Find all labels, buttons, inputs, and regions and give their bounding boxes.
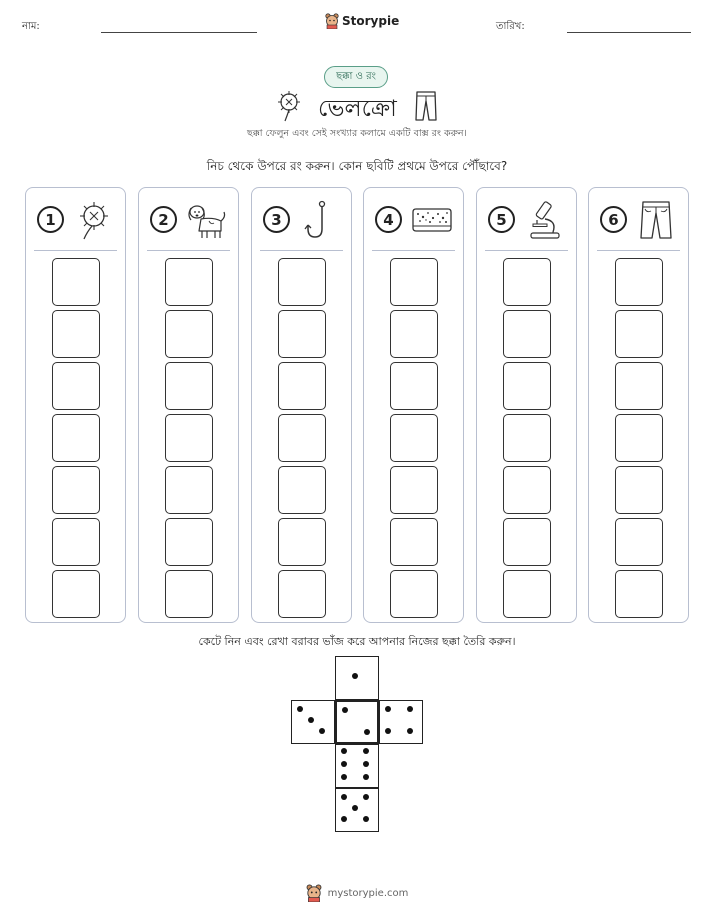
color-box[interactable] [390, 518, 438, 566]
column-6 [588, 187, 689, 623]
color-box[interactable] [52, 414, 100, 462]
column-divider [485, 250, 568, 251]
dice-pip [364, 729, 370, 735]
color-box[interactable] [278, 570, 326, 618]
burr-icon [72, 199, 114, 241]
color-box[interactable] [390, 414, 438, 462]
sponge-icon [410, 199, 452, 241]
color-box[interactable] [52, 518, 100, 566]
color-box[interactable] [165, 466, 213, 514]
color-box[interactable] [503, 466, 551, 514]
color-box[interactable] [52, 362, 100, 410]
color-box[interactable] [503, 518, 551, 566]
dice-pip [385, 706, 391, 712]
color-box[interactable] [52, 466, 100, 514]
brand-logo [325, 13, 399, 29]
color-box[interactable] [615, 466, 663, 514]
color-box[interactable] [503, 258, 551, 306]
color-box[interactable] [278, 466, 326, 514]
dice-pip [363, 774, 369, 780]
brand-name: Storypie [342, 14, 400, 28]
color-box[interactable] [615, 362, 663, 410]
dice-pip [341, 794, 347, 800]
instruction: নিচ থেকে উপরে রং করুন। কোন ছবিটি প্রথমে উপরে পৌঁছাবে? [206, 159, 508, 173]
title-row [0, 88, 714, 122]
column-3 [251, 187, 352, 623]
color-box[interactable] [278, 414, 326, 462]
column-number: 5 [488, 206, 515, 233]
dice-face-1 [335, 656, 379, 700]
column-1 [25, 187, 126, 623]
column-number: 2 [150, 206, 177, 233]
cut-instruction: কেটে নিন এবং রেখা বরাবর ভাঁজ করে আপনার নিজের ছক্কা তৈরি করুন। [198, 635, 516, 648]
page-title: ভেলক্রো [318, 96, 397, 122]
color-box[interactable] [390, 362, 438, 410]
dice-pip [352, 673, 358, 679]
color-box[interactable] [52, 310, 100, 358]
microscope-icon [523, 199, 565, 241]
color-box[interactable] [278, 362, 326, 410]
dice-pip [342, 707, 348, 713]
dice-pip [341, 816, 347, 822]
color-box[interactable] [278, 310, 326, 358]
dice-face-4 [379, 700, 423, 744]
column-divider [597, 250, 680, 251]
subtitle: ছক্কা ফেলুন এবং সেই সংখ্যার কলামে একটি বাক্স রং করুন। [247, 128, 467, 139]
dice-pip [407, 706, 413, 712]
dice-face-6 [335, 744, 379, 788]
dice-face-5 [335, 788, 379, 832]
column-5 [476, 187, 577, 623]
column-header [364, 188, 463, 250]
color-box[interactable] [390, 258, 438, 306]
dice-pip [341, 748, 347, 754]
dice-pip [341, 761, 347, 767]
column-number: 3 [263, 206, 290, 233]
color-box[interactable] [615, 570, 663, 618]
activity-badge: ছক্কা ও রং [324, 66, 388, 88]
bear-icon [306, 884, 322, 902]
column-4 [363, 187, 464, 623]
footer [0, 884, 714, 902]
column-number: 1 [37, 206, 64, 233]
color-box[interactable] [165, 310, 213, 358]
column-divider [34, 250, 117, 251]
dice-pip [363, 794, 369, 800]
column-header [477, 188, 576, 250]
color-box[interactable] [52, 258, 100, 306]
name-line[interactable] [101, 32, 257, 33]
footer-url[interactable]: mystorypie.com [327, 887, 409, 899]
column-header [139, 188, 238, 250]
color-box[interactable] [165, 518, 213, 566]
color-box[interactable] [165, 414, 213, 462]
dice-pip [363, 761, 369, 767]
dice-face-2 [335, 700, 379, 744]
dice-pip [363, 816, 369, 822]
color-box[interactable] [278, 258, 326, 306]
date-label: তারিখ: [496, 21, 525, 32]
name-label: নাম: [22, 21, 40, 32]
color-box[interactable] [615, 258, 663, 306]
color-box[interactable] [615, 310, 663, 358]
color-box[interactable] [503, 310, 551, 358]
column-header [589, 188, 688, 250]
color-box[interactable] [615, 414, 663, 462]
color-box[interactable] [503, 570, 551, 618]
color-box[interactable] [390, 466, 438, 514]
dice-pip [341, 774, 347, 780]
color-box[interactable] [165, 570, 213, 618]
dice-pip [308, 717, 314, 723]
color-box[interactable] [165, 258, 213, 306]
color-box[interactable] [615, 518, 663, 566]
column-divider [147, 250, 230, 251]
dice-face-3 [291, 700, 335, 744]
pants-icon [635, 199, 677, 241]
color-box[interactable] [278, 518, 326, 566]
column-2 [138, 187, 239, 623]
color-box[interactable] [52, 570, 100, 618]
dice-pip [297, 706, 303, 712]
color-box[interactable] [390, 310, 438, 358]
pants-icon [414, 90, 438, 122]
hook-icon [298, 199, 340, 241]
color-box[interactable] [503, 414, 551, 462]
column-header [26, 188, 125, 250]
color-box[interactable] [503, 362, 551, 410]
burr-icon [277, 90, 301, 122]
dice-pip [319, 728, 325, 734]
column-number: 4 [375, 206, 402, 233]
dice-pip [407, 728, 413, 734]
date-line[interactable] [567, 32, 691, 33]
column-number: 6 [600, 206, 627, 233]
color-box[interactable] [165, 362, 213, 410]
dice-pip [352, 805, 358, 811]
column-divider [260, 250, 343, 251]
bear-icon [325, 13, 339, 29]
dog-icon [185, 199, 227, 241]
dice-pip [363, 748, 369, 754]
color-box[interactable] [390, 570, 438, 618]
column-header [252, 188, 351, 250]
dice-pip [385, 728, 391, 734]
column-divider [372, 250, 455, 251]
